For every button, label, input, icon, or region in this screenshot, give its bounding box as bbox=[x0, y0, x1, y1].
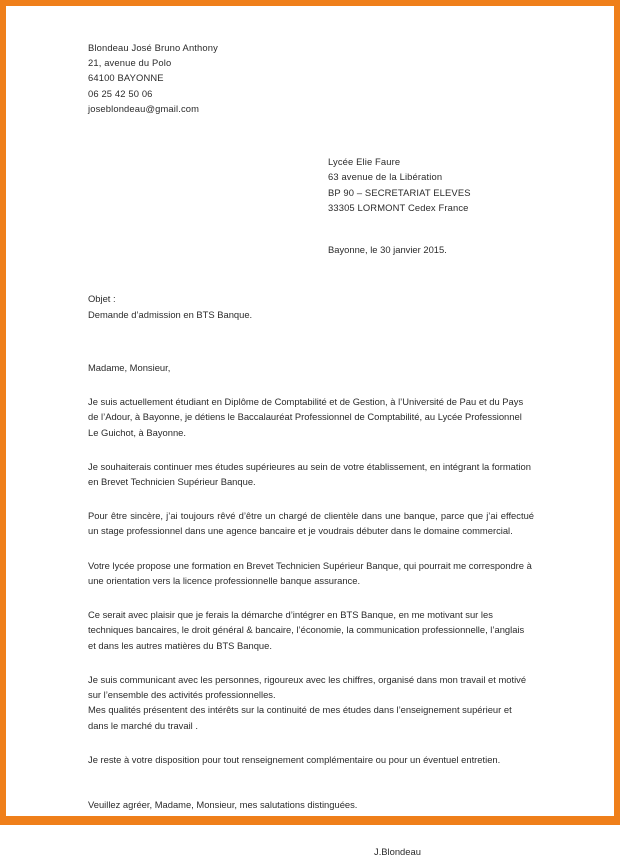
qualities-line-a: Je suis communicant avec les personnes, rigoureux avec les chiffres, organisé dans mon travail et motivé sur l’ensemble des activités professionnelles. bbox=[88, 673, 527, 701]
subject-block bbox=[88, 291, 534, 321]
body-paragraph-2: Je souhaiterais continuer mes études supérieures au sein de votre établissement, en intégrant la formation en Brevet Technicien Supérieur Banque. bbox=[88, 460, 531, 487]
sender-name: Blondeau José Bruno Anthony bbox=[88, 42, 218, 53]
qualities-paragraph bbox=[88, 672, 534, 733]
body-paragraph-5: Ce serait avec plaisir que je ferais la démarche d’intégrer en BTS Banque, en me motivant sur les techniques bancaires, le droit général & bancaire, l’économie, la communication professionnelle, l’anglais et dans les autres matières du BTS Banque. bbox=[88, 609, 525, 651]
qualities-line-b: Mes qualités présentent des intérêts sur la continuité de mes études dans l’enseignement supérieur et dans le marché du travail . bbox=[88, 704, 512, 731]
recipient-organisation: Lycée Elie Faure bbox=[328, 156, 401, 168]
letter-body bbox=[88, 40, 534, 860]
subject-text: Demande d’admission en BTS Banque. bbox=[88, 308, 253, 320]
body-paragraph-1: Je suis actuellement étudiant en Diplôme de Comptabilité et de Gestion, à l’Université de Pau et du Pays de l’Adour, à Bayonne, je détiens le Baccalauréat Professionnel de Comptabilité, au Lycée Professionnel Le Guichot, à Bayonne. bbox=[88, 396, 524, 438]
recipient-department: BP 90 – SECRETARIAT ELEVES bbox=[328, 186, 471, 198]
salutation: Madame, Monsieur, bbox=[88, 361, 171, 373]
date-line: Bayonne, le 30 janvier 2015. bbox=[328, 244, 447, 256]
signature: J.Blondeau bbox=[374, 846, 421, 858]
sender-phone: 06 25 42 50 06 bbox=[88, 87, 153, 99]
sender-email: joseblondeau@gmail.com bbox=[88, 102, 200, 114]
closing-line: Veuillez agréer, Madame, Monsieur, mes salutations distinguées. bbox=[88, 799, 358, 811]
availability-paragraph: Je reste à votre disposition pour tout renseignement complémentaire ou pour un éventuel entretien. bbox=[88, 753, 501, 765]
body-paragraph-3: Pour être sincère, j’ai toujours rêvé d’être un chargé de clientèle dans une banque, parce que j’ai effectué un stage professionnel dans une agence bancaire et je voudrais débuter dans le domaine commercial. bbox=[88, 510, 534, 537]
recipient-address-block bbox=[328, 154, 534, 215]
subject-label: Objet : bbox=[88, 293, 116, 305]
recipient-city: 33305 LORMONT Cedex France bbox=[328, 201, 469, 213]
sender-street: 21, avenue du Polo bbox=[88, 57, 172, 69]
sender-city: 64100 BAYONNE bbox=[88, 72, 164, 84]
letter-sheet bbox=[6, 6, 614, 858]
body-paragraph-4: Votre lycée propose une formation en Brevet Technicien Supérieur Banque, qui pourrait me correspondre à une orientation vers la licence professionnelle banque assurance. bbox=[88, 559, 532, 586]
sender-address-block bbox=[88, 40, 534, 116]
recipient-street: 63 avenue de la Libération bbox=[328, 171, 443, 183]
